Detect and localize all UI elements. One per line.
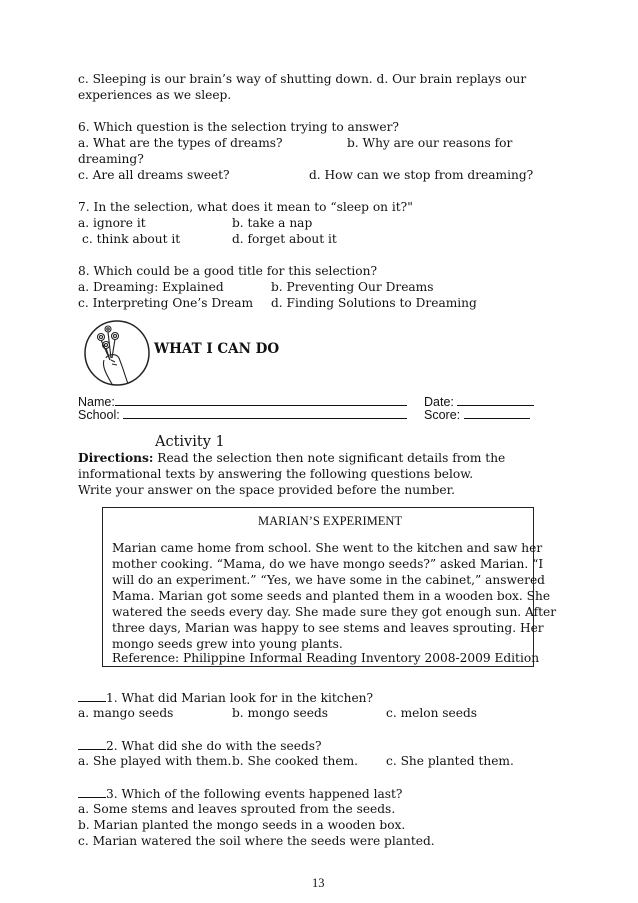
activity-question-3	[78, 785, 402, 802]
activity-question-2	[78, 737, 322, 754]
page-number: 13	[312, 876, 325, 890]
aq1-option-c: c. melon seeds	[386, 706, 478, 720]
story-line-1: Marian came home from school. She went to the kitchen and saw her	[112, 541, 543, 555]
q7-option-a: a. ignore it	[78, 216, 146, 230]
aq1-text: 1. What did Marian look for in the kitchen?	[106, 691, 374, 705]
story-line-5: watered the seeds every day. She made sure they got enough sun. After	[112, 605, 557, 619]
question-6: 6. Which question is the selection trying to answer?	[78, 120, 399, 134]
aq2-option-c: c. She planted them.	[386, 754, 514, 768]
aq2-option-b: b. She cooked them.	[232, 754, 358, 768]
q7-option-c: c. think about it	[82, 232, 181, 246]
story-line-4: Mama. Marian got some seeds and planted them in a wooden box. She	[112, 589, 551, 603]
q8-option-d: d. Finding Solutions to Dreaming	[271, 296, 477, 310]
activity-title: Activity 1	[155, 434, 225, 450]
name-label: Name:	[78, 395, 115, 409]
directions-text: Read the selection then note significant details from the	[153, 451, 506, 465]
q8-option-c: c. Interpreting One’s Dream	[78, 296, 254, 310]
q6-option-b: b. Why are our reasons for	[347, 136, 513, 150]
q6-option-a: a. What are the types of dreams?	[78, 136, 283, 150]
q6-option-d: d. How can we stop from dreaming?	[309, 168, 534, 182]
answer-blank-2[interactable]	[78, 737, 106, 750]
q6-option-c: c. Are all dreams sweet?	[78, 168, 230, 182]
question-8: 8. Which could be a good title for this selection?	[78, 264, 378, 278]
directions-line2: informational texts by answering the following questions below.	[78, 467, 474, 481]
answer-blank-3[interactable]	[78, 785, 106, 798]
story-reference: Reference: Philippine Informal Reading Inventory 2008-2009 Edition	[112, 651, 540, 665]
date-label: Date:	[424, 395, 454, 409]
q7-option-b: b. take a nap	[232, 216, 313, 230]
q7-option-d: d. forget about it	[232, 232, 337, 246]
name-field[interactable]	[115, 393, 407, 406]
option-c-d-line1: c. Sleeping is our brain’s way of shutting down. d. Our brain replays our	[78, 72, 527, 86]
story-title: MARIAN’S EXPERIMENT	[258, 514, 403, 528]
school-row	[78, 406, 407, 422]
q8-option-b: b. Preventing Our Dreams	[271, 280, 434, 294]
aq3-text: 3. Which of the following events happened last?	[106, 787, 403, 801]
aq2-text: 2. What did she do with the seeds?	[106, 739, 322, 753]
section-title: WHAT I CAN DO	[154, 341, 280, 357]
question-7: 7. In the selection, what does it mean to “sleep on it?"	[78, 200, 413, 214]
q8-option-a: a. Dreaming: Explained	[78, 280, 224, 294]
activity-question-1	[78, 689, 373, 706]
q6-option-b-cont: dreaming?	[78, 152, 144, 166]
aq2-option-a: a. She played with them.	[78, 754, 232, 768]
score-field[interactable]	[464, 406, 530, 419]
aq3-option-a: a. Some stems and leaves sprouted from the seeds.	[78, 802, 396, 816]
story-line-2: mother cooking. “Mama, do we have mongo seeds?” asked Marian. “I	[112, 557, 544, 571]
directions-label: Directions:	[78, 451, 154, 465]
option-d-line2: experiences as we sleep.	[78, 88, 232, 102]
directions-line1	[78, 450, 505, 466]
aq1-option-a: a. mango seeds	[78, 706, 174, 720]
directions-line3: Write your answer on the space provided before the number.	[78, 483, 455, 497]
aq1-option-b: b. mongo seeds	[232, 706, 329, 720]
school-label: School:	[78, 408, 120, 422]
story-line-6: three days, Marian was happy to see stems and leaves sprouting. Her	[112, 621, 544, 635]
date-field[interactable]	[457, 393, 534, 406]
score-label: Score:	[424, 408, 461, 422]
story-line-7: mongo seeds grew into young plants.	[112, 637, 343, 651]
answer-blank-1[interactable]	[78, 689, 106, 702]
story-line-3: will do an experiment.” “Yes, we have some in the cabinet,” answered	[112, 573, 545, 587]
hand-holding-flowers-icon	[82, 318, 152, 388]
aq3-option-b: b. Marian planted the mongo seeds in a wooden box.	[78, 818, 406, 832]
score-row	[424, 406, 530, 422]
school-field[interactable]	[123, 406, 407, 419]
aq3-option-c: c. Marian watered the soil where the seeds were planted.	[78, 834, 435, 848]
